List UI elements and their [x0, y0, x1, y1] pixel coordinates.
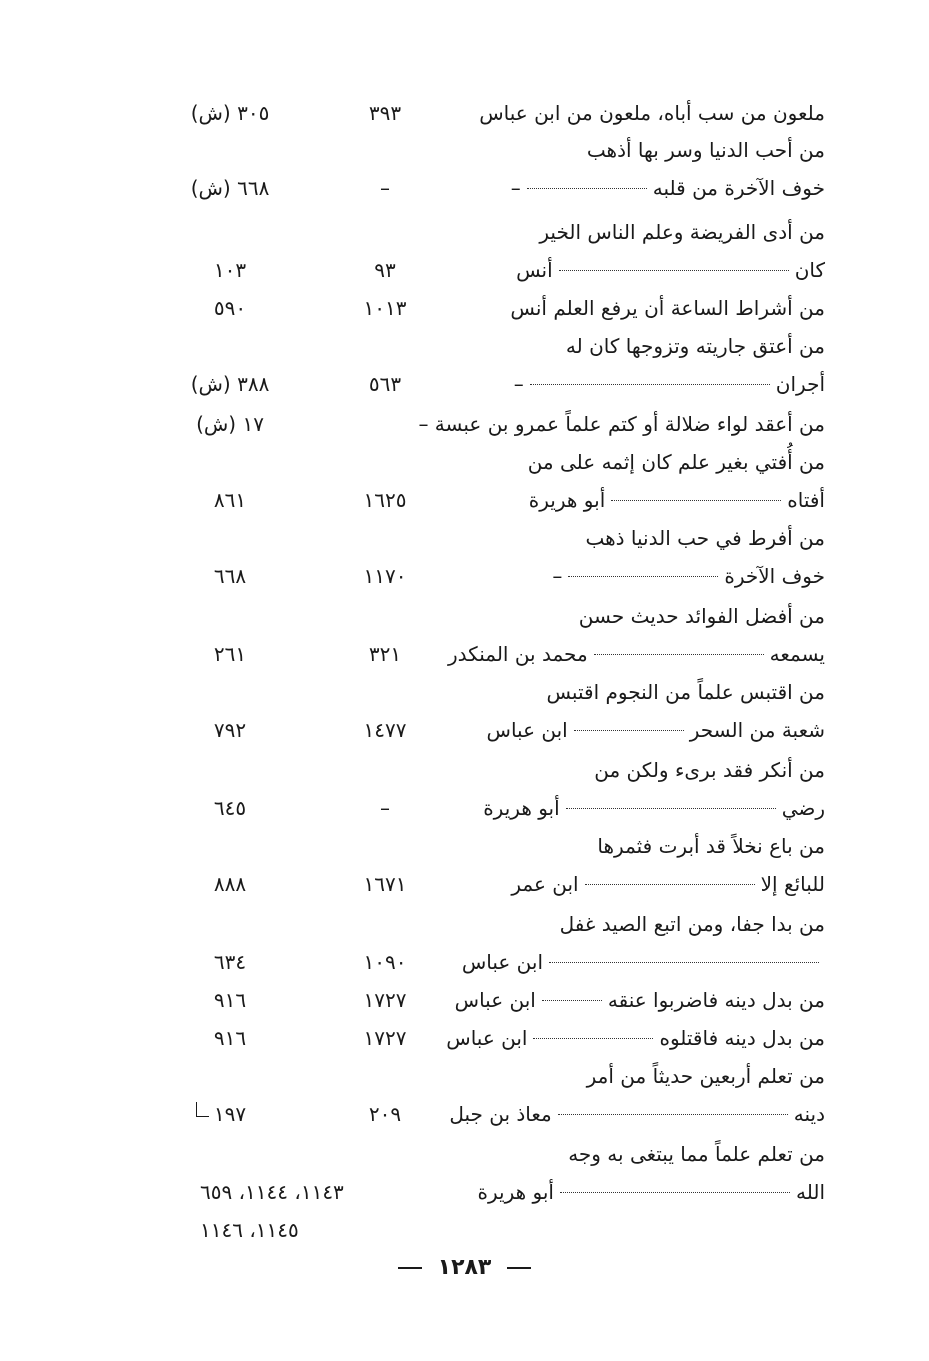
hadith-text-group [514, 366, 825, 402]
leader-dots [585, 884, 755, 885]
hadith-number: ٣٢١ [368, 642, 402, 666]
hadith-number: ١٤٧٧ [363, 718, 407, 742]
hadith-number: – [380, 796, 390, 820]
index-entry [0, 752, 929, 788]
hadith-number: ٥٦٣ [368, 372, 402, 396]
index-entry [0, 944, 929, 980]
hadith-text: من أفضل الفوائد حديث حسن [578, 604, 825, 628]
hadith-text: من بدا جفا، ومن اتبع الصيد غفل [559, 912, 825, 936]
hadith-number: ٩٣ [374, 258, 396, 282]
index-entry [0, 1212, 929, 1248]
page-reference: ٩١٦ [213, 988, 247, 1012]
hadith-text-group [511, 170, 825, 206]
hadith-text-group [560, 906, 825, 942]
index-entry [0, 214, 929, 250]
hadith-text: من أعتق جاريته وتزوجها كان له [565, 334, 825, 358]
narrator: أبو هريرة [528, 488, 606, 512]
hadith-text: دينه [793, 1102, 825, 1126]
leader-dots [530, 384, 770, 385]
page-reference: ١٩٧ [213, 1102, 247, 1126]
index-entry [0, 674, 929, 710]
hadith-text: من أعقد لواء ضلالة أو كتم علماً عمرو بن عبسة – [418, 412, 825, 436]
hadith-text-group [566, 328, 825, 364]
hadith-text-group [479, 95, 825, 131]
hadith-text-group [528, 444, 825, 480]
hadith-number: ١١٧٠ [363, 564, 407, 588]
narrator: ابن عباس [454, 988, 536, 1012]
hadith-text-group [448, 636, 825, 672]
page-reference: ٦٣٤ [213, 950, 247, 974]
page-reference: ٨٦١ [213, 488, 247, 512]
index-entry [0, 252, 929, 288]
hadith-text: من أحب الدنيا وسر بها أذهب [586, 138, 825, 162]
hadith-text-group [587, 1058, 825, 1094]
index-entry [0, 828, 929, 864]
hadith-text-group [478, 1174, 825, 1210]
hadith-text: ملعون من سب أباه، ملعون من ابن عباس [479, 101, 825, 125]
page-reference: ٦٦٨ [213, 564, 247, 588]
hadith-text-group [516, 252, 825, 288]
narrator: محمد بن المنكدر [448, 642, 588, 666]
index-entry [0, 866, 929, 902]
narrator: – [513, 372, 524, 396]
hadith-text-group [483, 790, 825, 826]
leader-dots [574, 730, 684, 731]
footer-dash [398, 1267, 422, 1269]
index-entry [0, 636, 929, 672]
page-reference: ٣٨٨ (ش) [190, 372, 270, 396]
page-reference: ١٠٣ [213, 258, 247, 282]
hadith-text-group [449, 1096, 825, 1132]
index-entry [0, 906, 929, 942]
hadith-text: خوف الآخرة [724, 564, 825, 588]
narrator: أنس [516, 258, 553, 282]
hadith-text-group [529, 482, 825, 518]
leader-dots [527, 188, 647, 189]
hadith-text-group [462, 944, 825, 980]
hadith-text: من باع نخلاً قد أبرت فثمرها [597, 834, 825, 858]
hadith-number: ١٧٢٧ [363, 1026, 407, 1050]
hadith-text-group [597, 828, 825, 864]
narrator: – [552, 564, 563, 588]
hadith-number: ٣٩٣ [368, 101, 402, 125]
narrator: – [510, 176, 521, 200]
hadith-text-group [568, 1136, 825, 1172]
narrator: أبو هريرة [477, 1180, 554, 1204]
index-entry [0, 406, 929, 442]
index-entry [0, 558, 929, 594]
hadith-text-group [587, 132, 825, 168]
index-entry [0, 1020, 929, 1056]
page-reference: ٧٩٢ [213, 718, 247, 742]
page-reference: ١٧ (ش) [196, 412, 264, 436]
hadith-text: رضي [781, 796, 825, 820]
hadith-text-group [487, 712, 825, 748]
index-entry [0, 328, 929, 364]
hadith-text-group [585, 520, 825, 556]
hadith-text: من اقتبس علماً من النجوم اقتبس [546, 680, 825, 704]
leader-dots [549, 962, 819, 963]
index-entry [0, 132, 929, 168]
narrator: ابن عمر [511, 872, 579, 896]
hadith-number: ١٠١٣ [363, 296, 407, 320]
page-number: ١٢٨٣ [437, 1255, 492, 1280]
hadith-text: يسمعه [769, 642, 825, 666]
index-entry [0, 598, 929, 634]
leader-dots [558, 1114, 788, 1115]
narrator: ابن عباس [461, 950, 543, 974]
leader-dots [611, 500, 781, 501]
hadith-number: ١٧٢٧ [363, 988, 407, 1012]
index-entry [0, 790, 929, 826]
leader-dots [542, 1000, 602, 1001]
page-reference: ٨٨٨ [213, 872, 247, 896]
index-entry [0, 982, 929, 1018]
narrator: معاذ بن جبل [449, 1102, 552, 1126]
index-entry [0, 170, 929, 206]
index-entry [0, 290, 929, 326]
hadith-text: كان [794, 258, 825, 282]
page-reference: ٦٤٥ [213, 796, 247, 820]
hadith-text-group [446, 1020, 825, 1056]
hadith-number: ٢٠٩ [368, 1102, 402, 1126]
hadith-text: الله [796, 1180, 825, 1204]
hadith-number: ١٦٢٥ [363, 488, 407, 512]
hadith-text-group [511, 866, 825, 902]
hadith-text: للبائع إلا [760, 872, 825, 896]
leader-dots [566, 808, 776, 809]
bracket-mark [196, 1102, 209, 1117]
hadith-number: – [380, 176, 390, 200]
hadith-text: شعبة من السحر [689, 718, 825, 742]
index-entry [0, 1058, 929, 1094]
index-entry [0, 366, 929, 402]
narrator: ابن عباس [446, 1026, 528, 1050]
page-reference: ٥٩٠ [213, 296, 247, 320]
index-entry [0, 1136, 929, 1172]
page-reference: ٣٠٥ (ش) [190, 101, 270, 125]
hadith-text: من أُفتي بغير علم كان إثمه على من [527, 450, 825, 474]
leader-dots [559, 270, 789, 271]
hadith-text-group [579, 598, 825, 634]
narrator: ابن عباس [486, 718, 568, 742]
page-reference: ١١٤٥، ١١٤٦ [200, 1218, 299, 1242]
hadith-text: من أفرط في حب الدنيا ذهب [585, 526, 825, 550]
hadith-text-group [552, 558, 825, 594]
index-entry [0, 95, 929, 131]
hadith-text-group [455, 982, 825, 1018]
hadith-text: أجران [775, 372, 825, 396]
hadith-text: من أدى الفريضة وعلم الناس الخير [539, 220, 825, 244]
index-entry [0, 520, 929, 556]
hadith-text: من تعلم علماً مما يبتغى به وجه [568, 1142, 825, 1166]
hadith-text: من أنكر فقد برىء ولكن من [594, 758, 825, 782]
hadith-text-group [418, 406, 825, 442]
hadith-text: أفتاه [787, 488, 825, 512]
hadith-text: خوف الآخرة من قلبه [652, 176, 825, 200]
hadith-text-group [539, 214, 825, 250]
index-entry [0, 712, 929, 748]
leader-dots [533, 1038, 653, 1039]
hadith-text: من أشراط الساعة أن يرفع العلم أنس [510, 296, 825, 320]
leader-dots [560, 1192, 790, 1193]
page-reference: ٩١٦ [213, 1026, 247, 1050]
hadith-text-group [594, 752, 825, 788]
leader-dots [568, 576, 718, 577]
index-entry [0, 1174, 929, 1210]
footer-dash [507, 1267, 531, 1269]
hadith-number: ١٦٧١ [363, 872, 407, 896]
hadith-text-group [510, 290, 825, 326]
index-entry [0, 1096, 929, 1132]
index-entry [0, 444, 929, 480]
narrator: أبو هريرة [483, 796, 560, 820]
hadith-number: ١٠٩٠ [363, 950, 407, 974]
index-entry [0, 482, 929, 518]
hadith-text: من بدل دينه فاضربوا عنقه [607, 988, 825, 1012]
page-reference: ٦٦٨ (ش) [190, 176, 270, 200]
hadith-text-group [546, 674, 825, 710]
page-reference: ٢٦١ [213, 642, 247, 666]
hadith-text: من تعلم أربعين حديثاً من أمر [586, 1064, 825, 1088]
hadith-text: من بدل دينه فاقتلوه [659, 1026, 825, 1050]
page-reference: ١١٤٣، ١١٤٤، ٦٥٩ [200, 1180, 344, 1204]
leader-dots [594, 654, 764, 655]
page-footer [0, 1250, 929, 1286]
